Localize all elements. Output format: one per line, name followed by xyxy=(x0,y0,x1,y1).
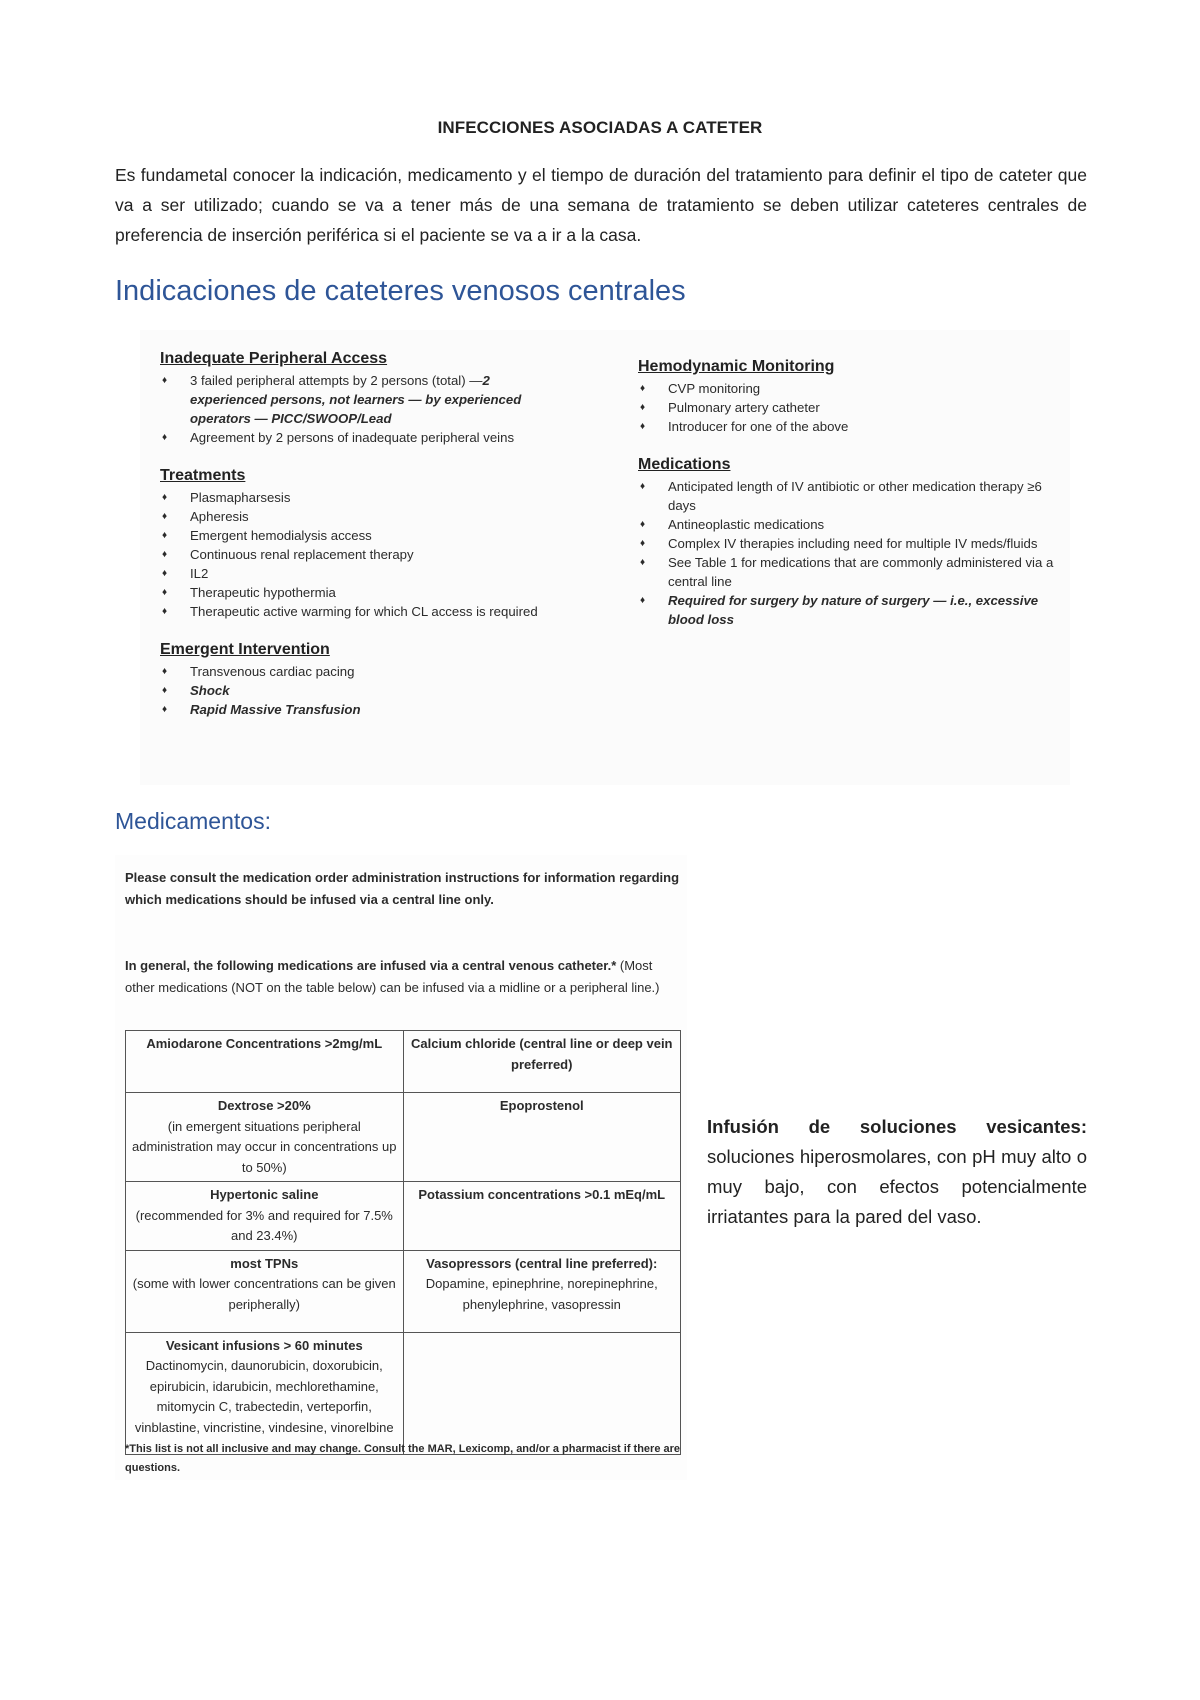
list-item: ♦ IL2 xyxy=(160,564,570,583)
table-row xyxy=(126,1332,681,1454)
vesicant-text: soluciones hiperosmolares, con pH muy alto o muy bajo, con efectos potencialmente irriatantes para la pared del vaso. xyxy=(707,1146,1087,1227)
treatments-list xyxy=(160,488,570,621)
list-item: ♦ Therapeutic active warming for which CL access is required xyxy=(160,602,570,621)
list-item: ♦ Rapid Massive Transfusion xyxy=(160,700,570,719)
table-cell: Vesicant infusions > 60 minutes Dactinomycin, daunorubicin, doxorubicin, epirubicin, idarubicin, mechlorethamine, mitomycin C, trabectedin, verteporfin, vinblastine, vincristine, vindesine, vinorelbine xyxy=(126,1332,404,1454)
page-title: INFECCIONES ASOCIADAS A CATETER xyxy=(437,118,763,137)
table-cell: Calcium chloride (central line or deep vein preferred) xyxy=(403,1031,681,1093)
peripheral-access-heading: Inadequate Peripheral Access xyxy=(160,350,388,367)
indications-figure xyxy=(140,330,1070,785)
section-heading-indications: Indicaciones de cateteres venosos centrales xyxy=(115,275,686,307)
table-cell: Epoprostenol xyxy=(403,1093,681,1182)
list-item: ♦ Introducer for one of the above xyxy=(638,417,1058,436)
general-note: In general, the following medications are infused via a central venous catheter.* (Most other medications (NOT on the table below) can be infused via a midline or a peripheral line.) xyxy=(125,958,660,995)
table-cell: Hypertonic saline (recommended for 3% and required for 7.5% and 23.4%) xyxy=(126,1182,404,1251)
table-cell: Potassium concentrations >0.1 mEq/mL xyxy=(403,1182,681,1251)
hemodynamic-heading: Hemodynamic Monitoring xyxy=(638,358,835,375)
list-item: ♦ Anticipated length of IV antibiotic or other medication therapy ≥6 days xyxy=(638,477,1058,515)
table-cell: most TPNs (some with lower concentrations can be given peripherally) xyxy=(126,1250,404,1332)
section-heading-medicamentos: Medicamentos: xyxy=(115,808,271,834)
list-item: ♦ Agreement by 2 persons of inadequate peripheral veins xyxy=(160,428,570,447)
list-item: ♦ Required for surgery by nature of surgery — i.e., excessive blood loss xyxy=(638,591,1058,629)
list-item: ♦ See Table 1 for medications that are commonly administered via a central line xyxy=(638,553,1058,591)
list-item: ♦ Therapeutic hypothermia xyxy=(160,583,570,602)
list-item: ♦ Complex IV therapies including need for multiple IV meds/fluids xyxy=(638,534,1058,553)
medications-list xyxy=(638,477,1058,629)
hemodynamic-block xyxy=(638,358,1058,436)
table-cell-empty xyxy=(403,1332,681,1454)
consult-note: Please consult the medication order administration instructions for information regarding which medications should be infused via a central line only. xyxy=(125,870,680,907)
indications-left-column xyxy=(160,350,570,739)
vesicant-paragraph xyxy=(707,1112,1087,1232)
list-item: ♦ Antineoplastic medications xyxy=(638,515,1058,534)
medications-heading: Medications xyxy=(638,456,731,473)
indications-right-column xyxy=(638,358,1058,649)
table-row xyxy=(126,1182,681,1251)
treatments-heading: Treatments xyxy=(160,467,246,484)
table-cell: Vasopressors (central line preferred): Dopamine, epinephrine, norepinephrine, phenylephrine, vasopressin xyxy=(403,1250,681,1332)
table-cell: Dextrose >20% (in emergent situations peripheral administration may occur in concentrations up to 50%) xyxy=(126,1093,404,1182)
medications-block xyxy=(638,456,1058,629)
list-item: ♦ Apheresis xyxy=(160,507,570,526)
table-row xyxy=(126,1250,681,1332)
treatments-block xyxy=(160,467,570,621)
vesicant-title: Infusión de soluciones vesicantes: xyxy=(707,1116,1087,1137)
list-item: ♦ Emergent hemodialysis access xyxy=(160,526,570,545)
list-item: ♦ CVP monitoring xyxy=(638,379,1058,398)
emergent-list xyxy=(160,662,570,719)
table-footnote: *This list is not all inclusive and may change. Consult the MAR, Lexicomp, and/or a pharmacist if there are questions. xyxy=(125,1443,681,1474)
list-item: ♦ 3 failed peripheral attempts by 2 persons (total) —2 experienced persons, not learners — by experienced operators — PICC/SWOOP/Lead xyxy=(160,371,570,428)
medication-figure xyxy=(115,855,687,1480)
hemodynamic-list xyxy=(638,379,1058,436)
emergent-block xyxy=(160,641,570,719)
list-item: ♦ Pulmonary artery catheter xyxy=(638,398,1058,417)
peripheral-access-list xyxy=(160,371,570,447)
medication-table xyxy=(125,1030,681,1455)
list-item: ♦ Plasmapharsesis xyxy=(160,488,570,507)
intro-paragraph: Es fundametal conocer la indicación, medicamento y el tiempo de duración del tratamiento para definir el tipo de cateter que va a ser utilizado; cuando se va a tener más de una semana de tratamiento se deben utilizar cateteres centrales de preferencia de inserción periférica si el paciente se va a ir a la casa. xyxy=(115,165,1087,245)
list-item: ♦ Continuous renal replacement therapy xyxy=(160,545,570,564)
list-item: ♦ Shock xyxy=(160,681,570,700)
list-item: ♦ Transvenous cardiac pacing xyxy=(160,662,570,681)
peripheral-access-block xyxy=(160,350,570,447)
table-row xyxy=(126,1031,681,1093)
table-cell: Amiodarone Concentrations >2mg/mL xyxy=(126,1031,404,1093)
table-row xyxy=(126,1093,681,1182)
emergent-heading: Emergent Intervention xyxy=(160,641,330,658)
